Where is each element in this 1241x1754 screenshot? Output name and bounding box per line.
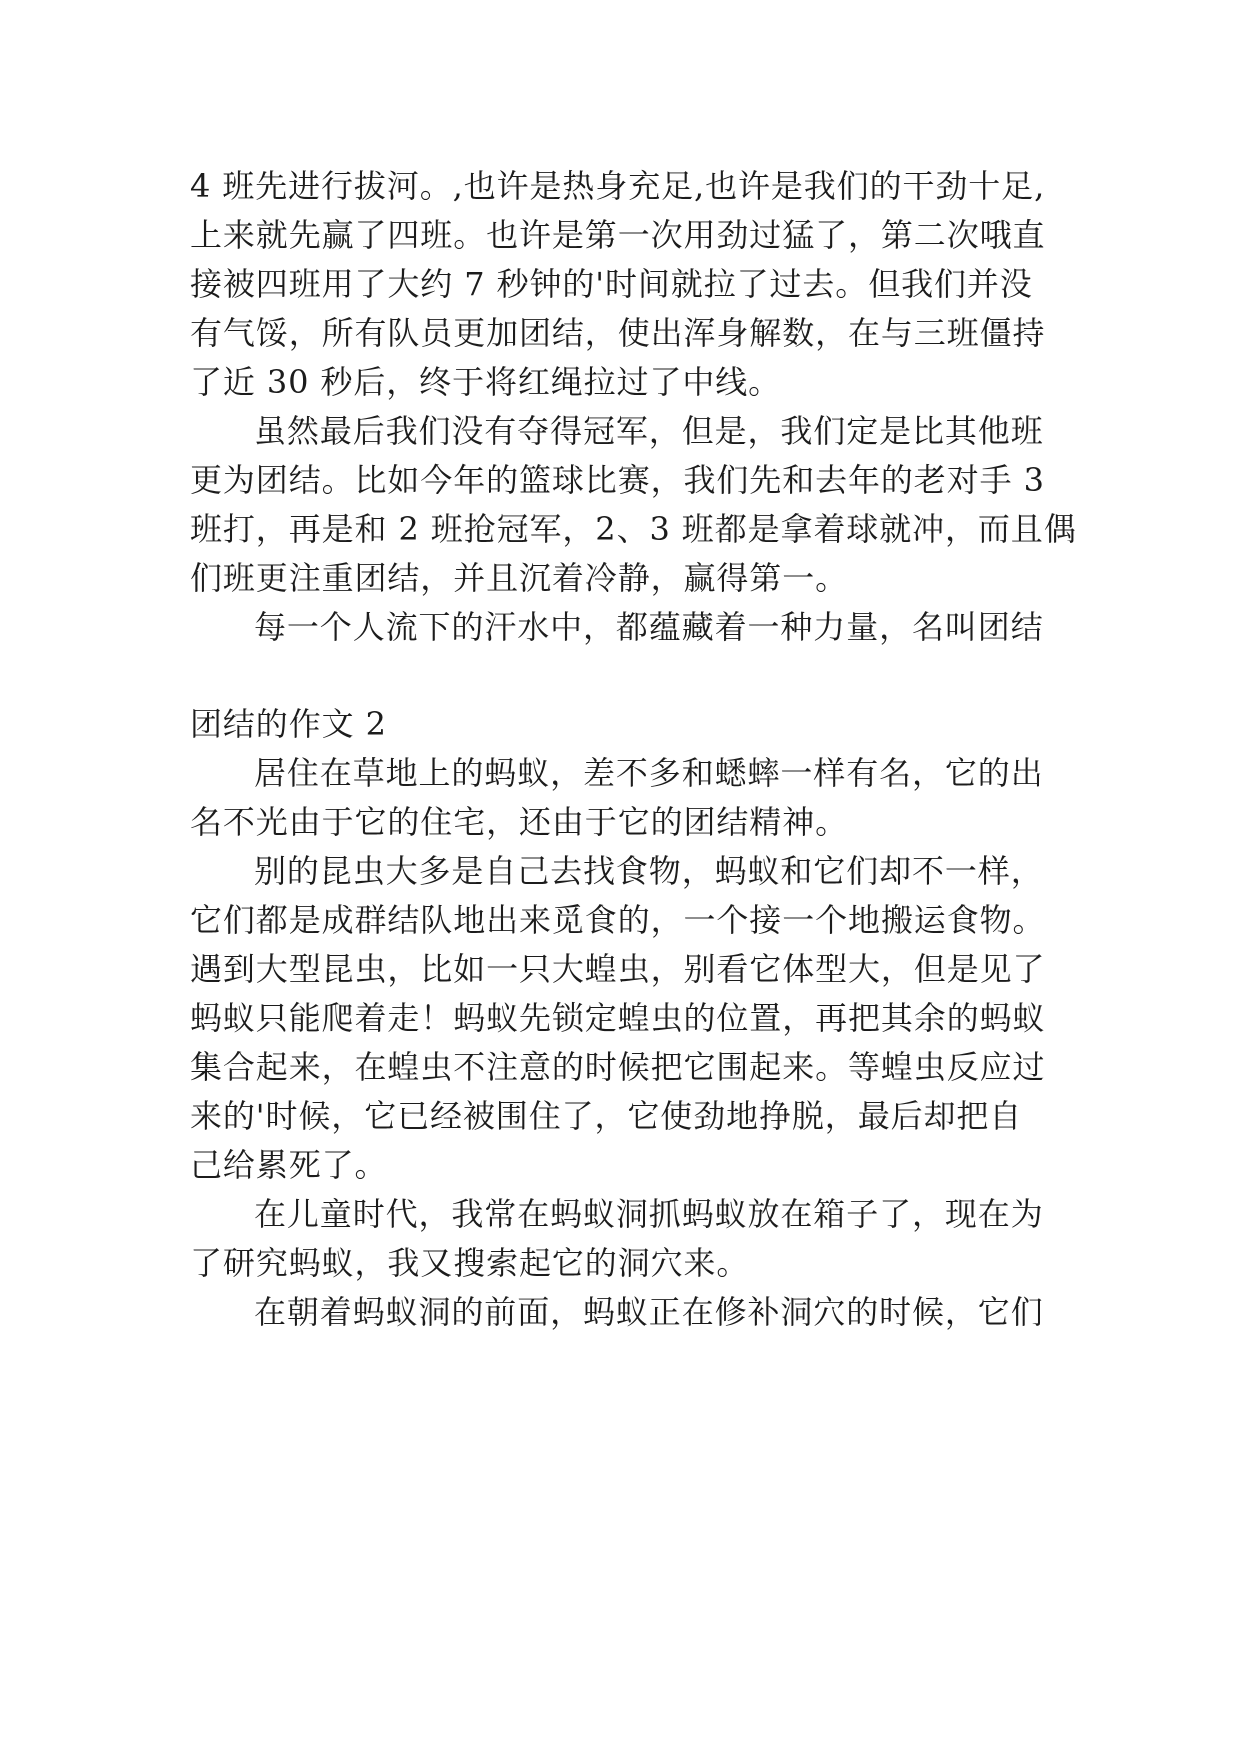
paragraph-line: 遇到大型昆虫，比如一只大蝗虫，别看它体型大，但是见了 — [190, 950, 1046, 988]
paragraph-line: 接被四班用了大约 7 秒钟的'时间就拉了过去。但我们并没 — [190, 265, 1033, 303]
section-heading: 团结的作文 2 — [190, 705, 387, 743]
paragraph-line: 每一个人流下的汗水中，都蕴藏着一种力量，名叫团结 — [254, 608, 1044, 646]
paragraph-line: 更为团结。比如今年的篮球比赛，我们先和去年的老对手 3 — [190, 461, 1045, 499]
paragraph-line: 蚂蚁只能爬着走！蚂蚁先锁定蝗虫的位置，再把其余的蚂蚁 — [190, 999, 1046, 1037]
paragraph-line: 上来就先赢了四班。也许是第一次用劲过猛了，第二次哦直 — [190, 216, 1046, 254]
paragraph-line: 来的'时候，它已经被围住了，它使劲地挣脱，最后却把自 — [190, 1097, 1023, 1135]
paragraph-line: 了近 30 秒后，终于将红绳拉过了中线。 — [190, 363, 782, 401]
paragraph-line: 了研究蚂蚁，我又搜索起它的洞穴来。 — [190, 1244, 750, 1282]
paragraph-line: 别的昆虫大多是自己去找食物，蚂蚁和它们却不一样， — [254, 852, 1044, 890]
paragraph-line: 有气馁，所有队员更加团结，使出浑身解数，在与三班僵持 — [190, 314, 1046, 352]
paragraph-line: 集合起来，在蝗虫不注意的时候把它围起来。等蝗虫反应过 — [190, 1048, 1046, 1086]
paragraph-line: 在儿童时代，我常在蚂蚁洞抓蚂蚁放在箱子了，现在为 — [254, 1195, 1044, 1233]
paragraph-line: 虽然最后我们没有夺得冠军，但是，我们定是比其他班 — [254, 412, 1044, 450]
paragraph-line: 班打，再是和 2 班抢冠军，2、3 班都是拿着球就冲，而且偶 — [190, 510, 1077, 548]
paragraph-line: 们班更注重团结，并且沉着冷静，赢得第一。 — [190, 559, 849, 597]
paragraph-line: 名不光由于它的住宅，还由于它的团结精神。 — [190, 803, 849, 841]
paragraph-line: 居住在草地上的蚂蚁，差不多和蟋蟀一样有名，它的出 — [254, 754, 1044, 792]
paragraph-line: 己给累死了。 — [190, 1146, 388, 1184]
paragraph-line: 4 班先进行拔河。,也许是热身充足,也许是我们的干劲十足, — [190, 167, 1046, 205]
paragraph-line: 它们都是成群结队地出来觅食的，一个接一个地搬运食物。 — [190, 901, 1046, 939]
paragraph-line: 在朝着蚂蚁洞的前面，蚂蚁正在修补洞穴的时候，它们 — [254, 1293, 1044, 1331]
